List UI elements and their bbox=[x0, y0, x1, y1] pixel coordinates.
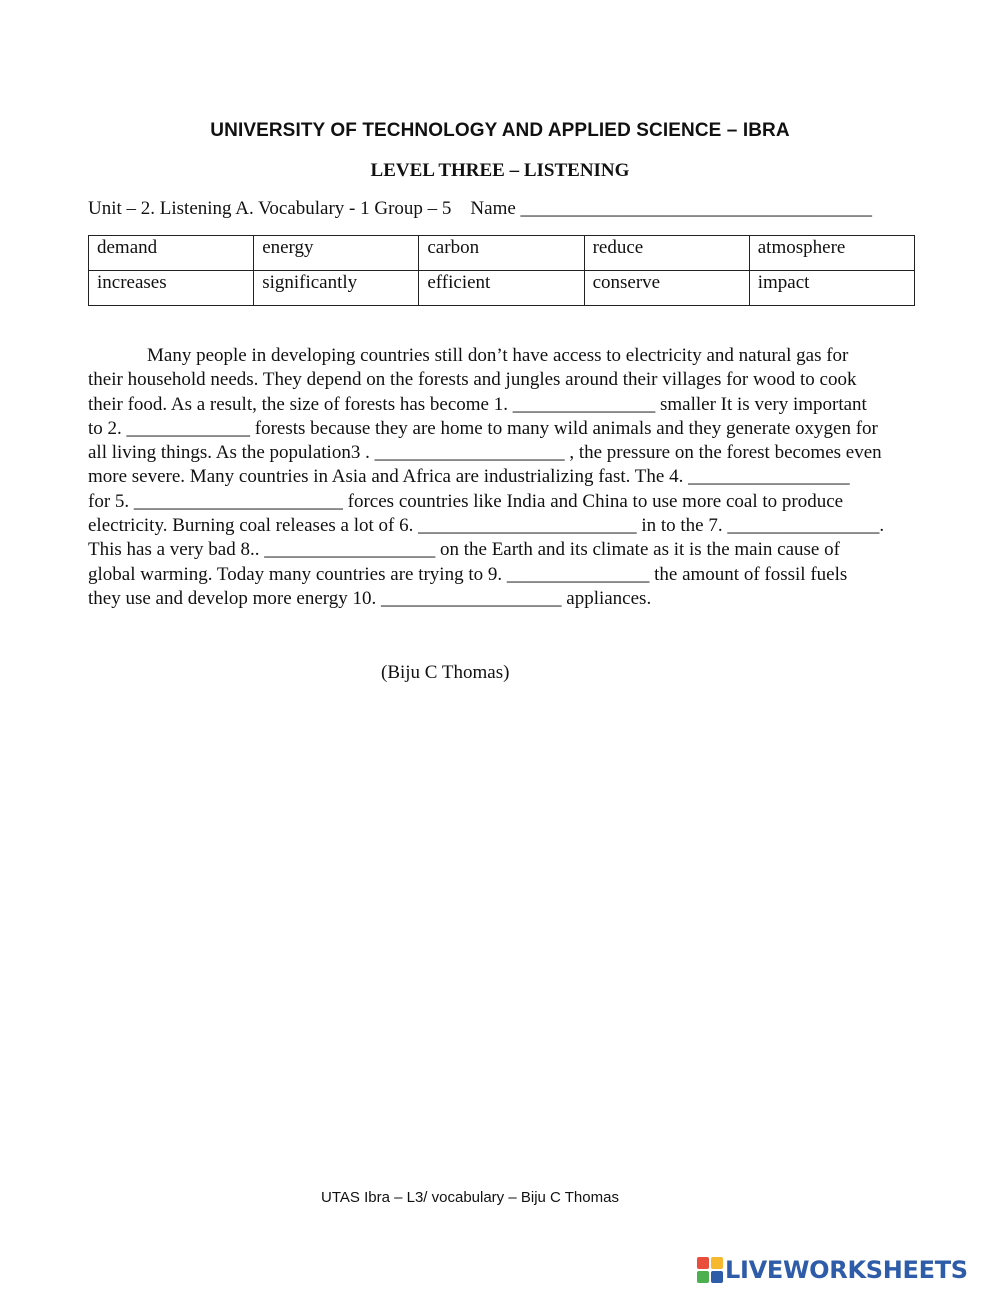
liveworksheets-logo-icon bbox=[697, 1257, 723, 1283]
vocab-cell: conserve bbox=[584, 271, 749, 306]
vocab-cell: atmosphere bbox=[749, 236, 914, 271]
vocabulary-table bbox=[88, 235, 915, 306]
cloze-passage bbox=[88, 344, 928, 611]
page-footer: UTAS Ibra – L3/ vocabulary – Biju C Thomas bbox=[321, 1189, 619, 1206]
unit-name-line: Unit – 2. Listening A. Vocabulary - 1 Group – 5 Name _____________________________________ bbox=[88, 198, 873, 219]
passage-line: This has a very bad 8.. __________________ on the Earth and its climate as it is the main cause of bbox=[88, 539, 840, 561]
table-row bbox=[89, 271, 915, 306]
passage-line: all living things. As the population3 . ____________________ , the pressure on the forest becomes even bbox=[88, 442, 882, 464]
table-row bbox=[89, 236, 915, 271]
vocab-cell: energy bbox=[254, 236, 419, 271]
brand-name: LIVEWORKSHEETS bbox=[725, 1256, 968, 1284]
passage-line: their food. As a result, the size of forests has become 1. _______________ smaller It is very important bbox=[88, 393, 867, 415]
university-title: UNIVERSITY OF TECHNOLOGY AND APPLIED SCIENCE – IBRA bbox=[210, 120, 790, 141]
passage-line: for 5. ______________________ forces countries like India and China to use more coal to produce bbox=[88, 490, 844, 512]
passage-line: Many people in developing countries still don’t have access to electricity and natural gas for bbox=[147, 345, 849, 366]
vocab-cell: efficient bbox=[419, 271, 584, 306]
vocab-cell: significantly bbox=[254, 271, 419, 306]
level-title: LEVEL THREE – LISTENING bbox=[370, 160, 630, 181]
author-credit: (Biju C Thomas) bbox=[381, 662, 510, 683]
passage-line: electricity. Burning coal releases a lot of 6. _______________________ in to the 7. ________________. bbox=[88, 515, 885, 537]
vocab-cell: demand bbox=[89, 236, 254, 271]
passage-line: more severe. Many countries in Asia and Africa are industrializing fast. The 4. _________________ bbox=[88, 466, 850, 488]
vocab-cell: carbon bbox=[419, 236, 584, 271]
vocab-cell: impact bbox=[749, 271, 914, 306]
liveworksheets-logo[interactable] bbox=[697, 1255, 968, 1285]
passage-line: to 2. _____________ forests because they are home to many wild animals and they generate oxygen for bbox=[88, 417, 878, 439]
vocab-cell: increases bbox=[89, 271, 254, 306]
passage-line: their household needs. They depend on the forests and jungles around their villages for wood to cook bbox=[88, 369, 857, 391]
vocab-cell: reduce bbox=[584, 236, 749, 271]
passage-line: global warming. Today many countries are trying to 9. _______________ the amount of fossil fuels bbox=[88, 563, 848, 585]
passage-line: they use and develop more energy 10. ___________________ appliances. bbox=[88, 587, 652, 609]
